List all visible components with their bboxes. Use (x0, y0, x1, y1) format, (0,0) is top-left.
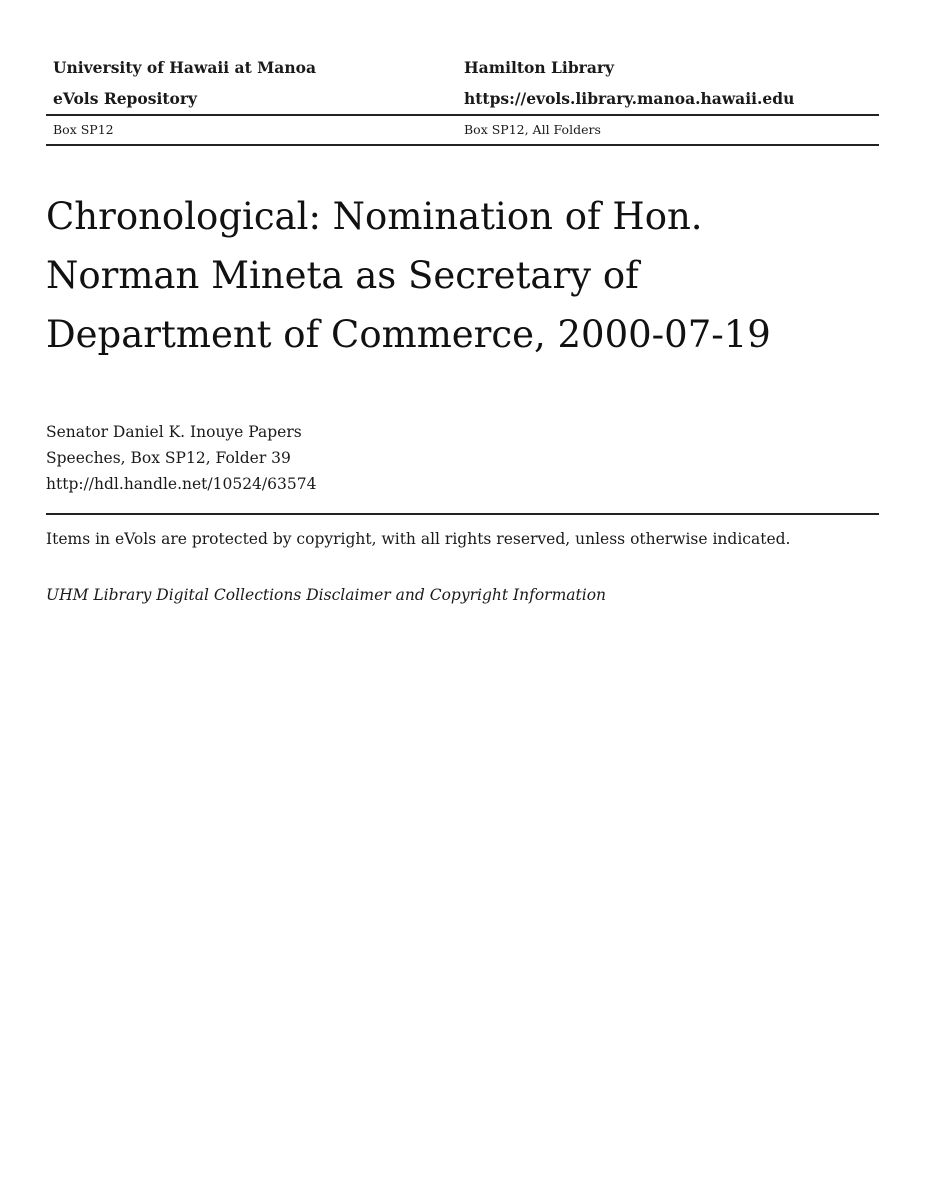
document-title: Chronological: Nomination of Hon. Norman Mineta as Secretary of Department of Commerce, 2000-07-19 (46, 195, 771, 356)
repository-name: eVols Repository (53, 89, 198, 108)
copyright-notice: Items in eVols are protected by copyright, with all rights reserved, unless otherwise indicated. (46, 530, 791, 548)
document-metadata (46, 419, 316, 497)
header-row-institution (46, 52, 879, 83)
box-label-left: Box SP12 (53, 122, 114, 137)
document-header (46, 52, 879, 146)
header-rule-bottom (46, 144, 879, 146)
disclaimer-link[interactable]: UHM Library Digital Collections Disclaimer and Copyright Information (46, 586, 607, 604)
library-name: Hamilton Library (464, 58, 615, 77)
header-row-repository (46, 83, 879, 114)
handle-link[interactable]: http://hdl.handle.net/10524/63574 (46, 475, 317, 493)
box-label-right: Box SP12, All Folders (464, 122, 601, 137)
header-row-box (46, 116, 879, 144)
collection-name: Senator Daniel K. Inouye Papers (46, 423, 302, 441)
content-divider (46, 513, 879, 515)
institution-name: University of Hawaii at Manoa (53, 58, 316, 77)
repository-url[interactable]: https://evols.library.manoa.hawaii.edu (464, 89, 795, 108)
folder-location: Speeches, Box SP12, Folder 39 (46, 449, 291, 467)
